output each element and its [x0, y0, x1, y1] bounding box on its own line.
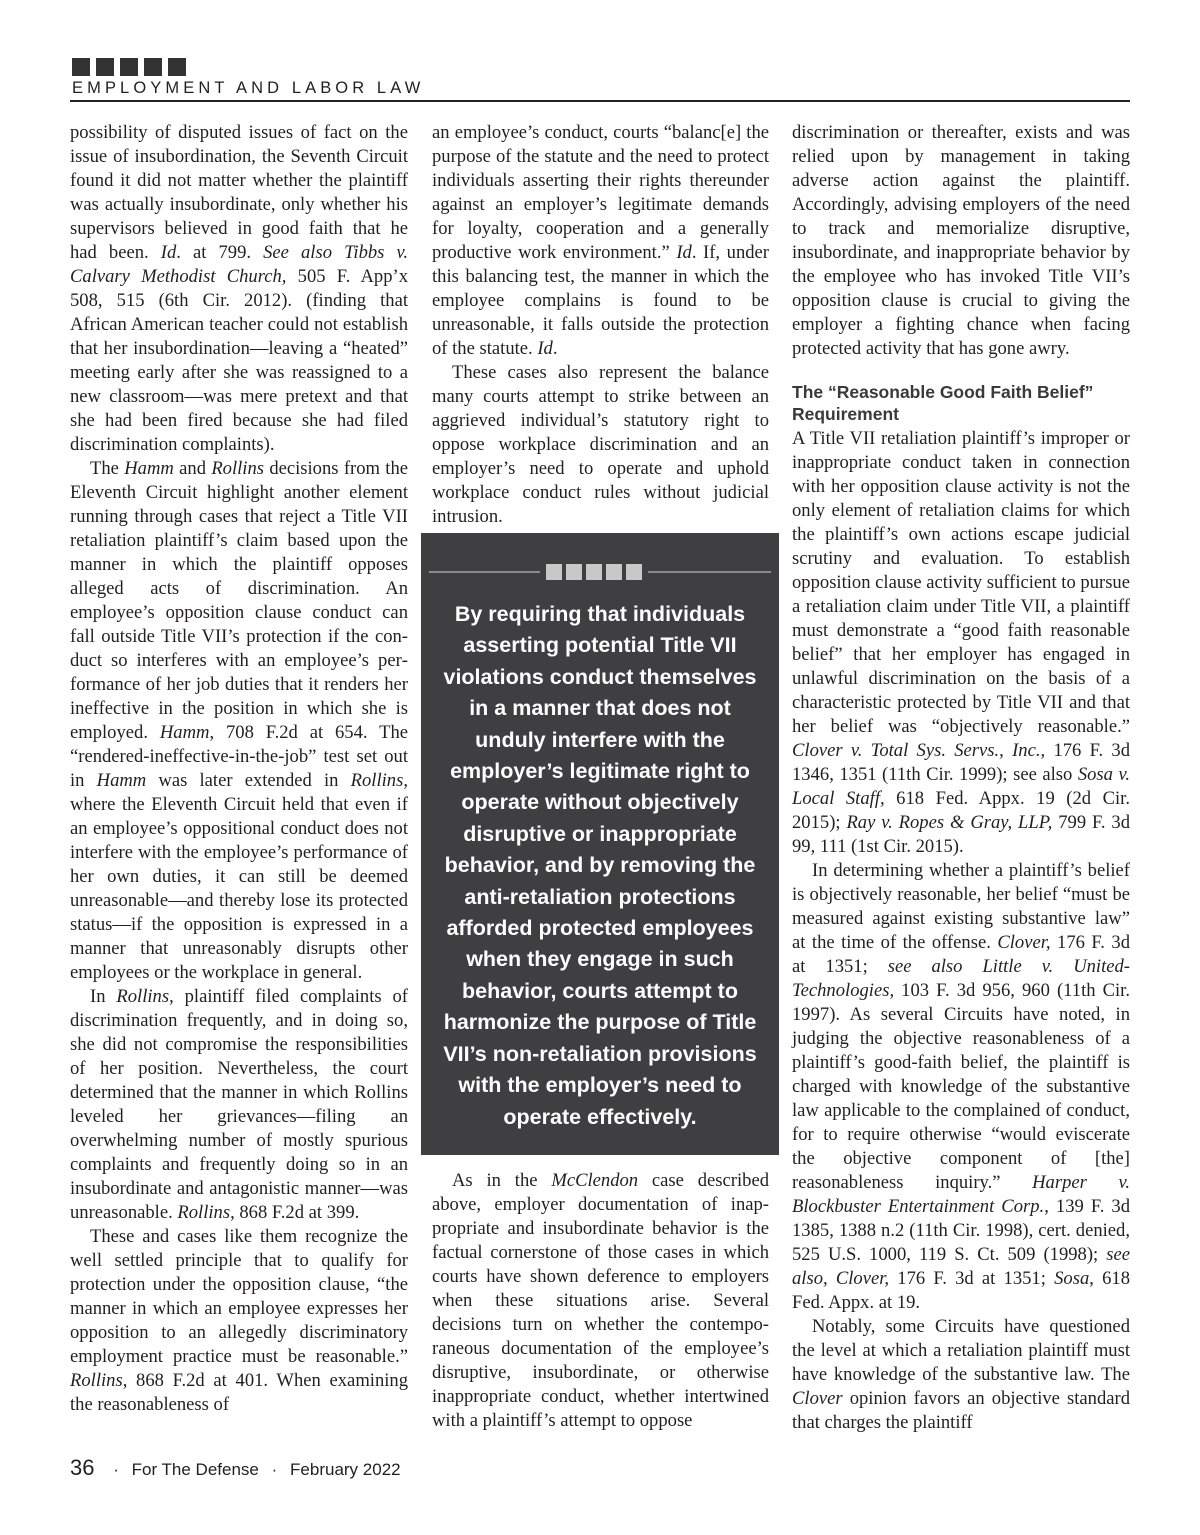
column-3: [792, 121, 1130, 1435]
col1-paragraph-3: In Rollins, plaintiff filed complaints of discrimination frequently, and in doing so, she did not compromise the responsibilities of her position. Nevertheless, the court determined that the manner in which Rollins leveled her grievances—filing an overwhelming number of mostly spurious complaints and frequently doing so in an insubordinate and antagonistic manner—was unreasonable. Rollins, 868 F.2d at 399.: [70, 986, 408, 1223]
col2-paragraph-1: an employee’s conduct, courts “balanc[e] the purpose of the statute and the need to protect individuals asserting their rights thereunder against an employer’s legitimate demands for loyalty, cooperation and a generally productive work environment.” Id. If, under this balancing test, the manner in which the employee complains is found to be unreasonable, it falls outside the protection of the statute. Id.: [432, 122, 769, 359]
col3-paragraph-1: discrimination or thereafter, exists and was relied upon by management in taking adverse action against the plaintiff. Accordingly, advising employers of the need to track and memorialize disruptive, insubordinate, and inappropriate behavior by the employee who has invoked Title VII’s opposition clause is crucial to giving the employer a fighting chance when facing protected activity that has gone awry.: [792, 122, 1130, 359]
issue-date: February 2022: [290, 1460, 401, 1479]
footer-separator: ·: [113, 1460, 119, 1479]
col1-paragraph-1: possibility of disputed issues of fact on the issue of insubordination, the Seventh Circuit found it did not matter whether the plaintiff was actually insubordinate, only whether his supervisors believed in good faith that he had been. Id. at 799. See also Tibbs v. Calvary Methodist Church, 505 F. App’x 508, 515 (6th Cir. 2012). (finding that African American teacher could not establish that her insubordination—leaving a “heated” meeting early after she was reassigned to a new classroom—was mere pretext and that she had been fired because she had filed discrimination complaints).: [70, 122, 408, 455]
publication-name: For The Defense: [131, 1460, 259, 1479]
page-footer: [70, 1455, 401, 1481]
section-marker-squares: [72, 58, 186, 76]
column-2-bottom: [432, 1169, 769, 1433]
col3-paragraph-3: In determining whether a plaintiff’s belief is objectively reasonable, her belief “must be measured against existing substantive law” at the time of the offense. Clover, 176 F. 3d at 1351; see also Little v. United-Technologies, 103 F. 3d 956, 960 (11th Cir. 1997). As several Circuits have noted, in judging the objective reasonableness of a plaintiff’s good-faith belief, the plaintiff is charged with knowledge of the substantive law applicable to the complained of conduct, for to require otherwise “would eviscerate the objective component of [the] reasonableness inquiry.” Harper v. Blockbuster Entertainment Corp., 139 F. 3d 1385, 1388 n.2 (11th Cir. 1998), cert. denied, 525 U.S. 1000, 119 S. Ct. 509 (1998); see also, Clover, 176 F. 3d at 1351; Sosa, 618 Fed. Appx. at 19.: [792, 860, 1131, 1313]
page-number: 36: [70, 1455, 95, 1480]
column-1: [70, 121, 408, 1417]
section-label: EMPLOYMENT AND LABOR LAW: [72, 79, 425, 97]
pull-quote-text: By requiring that individuals asserting potential Title VII violations conduct themselves in a manner that does not unduly interfere with the employer’s legitimate right to operate without objectively disruptive or inappropriate behavior, and by removing the anti-retaliation protections afforded protected employees when they engage in such behavior, courts attempt to harmonize the purpose of Title VII’s non-retaliation provisions with the employer’s need to operate effectively.: [443, 602, 757, 1129]
col3-paragraph-2: A Title VII retaliation plaintiff’s improper or inappropriate conduct taken in connection with her opposition clause activity is not the only element of retaliation claims for which the plaintiff’s own actions escape judicial scrutiny and evaluation. To establish opposition clause activity sufficient to pursue a retaliation claim under Title VII, a plaintiff must demonstrate a “good faith reasonable belief” that her employer has engaged in unlawful discrimination on the basis of a characteristic protected by Title VII and that her belief was “objectively reasonable.” Clover v. Total Sys. Servs., Inc., 176 F. 3d 1346, 1351 (11th Cir. 1999); see also Sosa v. Local Staff, 618 Fed. Appx. 19 (2d Cir. 2015); Ray v. Ropes & Gray, LLP, 799 F. 3d 99, 111 (1st Cir. 2015).: [792, 428, 1130, 857]
col2-paragraph-3: As in the McClendon case described above, employer documentation of inappropriate and insubordinate behavior is the factual cornerstone of those cases in which courts have shown deference to employers when these situations arise. Several decisions turn on whether the contemporaneous documentation of the employee’s disruptive, insubordinate, or otherwise inappropriate conduct, whether intertwined with a plaintiff’s attempt to oppose: [432, 1170, 769, 1431]
pull-quote-squares: [540, 564, 648, 580]
col2-paragraph-2: These cases also represent the balance many courts attempt to strike between an aggrieved individual’s statutory right to oppose workplace discrimination and an employer’s need to operate and uphold workplace conduct rules without judicial intrusion.: [432, 362, 769, 527]
column-2-top: [432, 121, 769, 529]
header-rule: [70, 100, 1130, 102]
footer-separator: ·: [271, 1460, 278, 1479]
col1-paragraph-4: These and cases like them recognize the well settled principle that to qualify for protection under the opposition clause, “the manner in which an employee expresses her opposition to an allegedly discriminatory employment practice must be reasonable.” Rollins, 868 F.2d at 401. When examining the reasonableness of: [70, 1226, 408, 1415]
pull-quote-box: [421, 533, 779, 1155]
section-subheading: The “Reasonable Good Faith Belief” Requirement: [792, 382, 1094, 424]
col1-paragraph-2: The Hamm and Rollins decisions from the Eleventh Circuit highlight another element running through cases that reject a Title VII retaliation plaintiff’s claim based upon the manner in which the plaintiff opposes alleged acts of discrimination. An employee’s opposition clause conduct can fall outside Title VII’s protection if the conduct so interferes with an employee’s performance of her job duties that it renders her ineffective in the position in which she is employed. Hamm, 708 F.2d at 654. The “rendered-ineffective-in-the-job” test set out in Hamm was later extended in Rollins, where the Eleventh Circuit held that even if an employee’s oppositional conduct does not interfere with the employee’s performance of her own duties, it can still be deemed unreasonable—and thereby lose its protected status—if the opposition is expressed in a manner that unreasonably disrupts other employees or the workplace in general.: [70, 458, 409, 983]
col3-paragraph-4: Notably, some Circuits have questioned the level at which a retaliation plaintiff must have knowledge of the substantive law. The Clover opinion favors an objective standard that charges the plaintiff: [792, 1316, 1130, 1433]
